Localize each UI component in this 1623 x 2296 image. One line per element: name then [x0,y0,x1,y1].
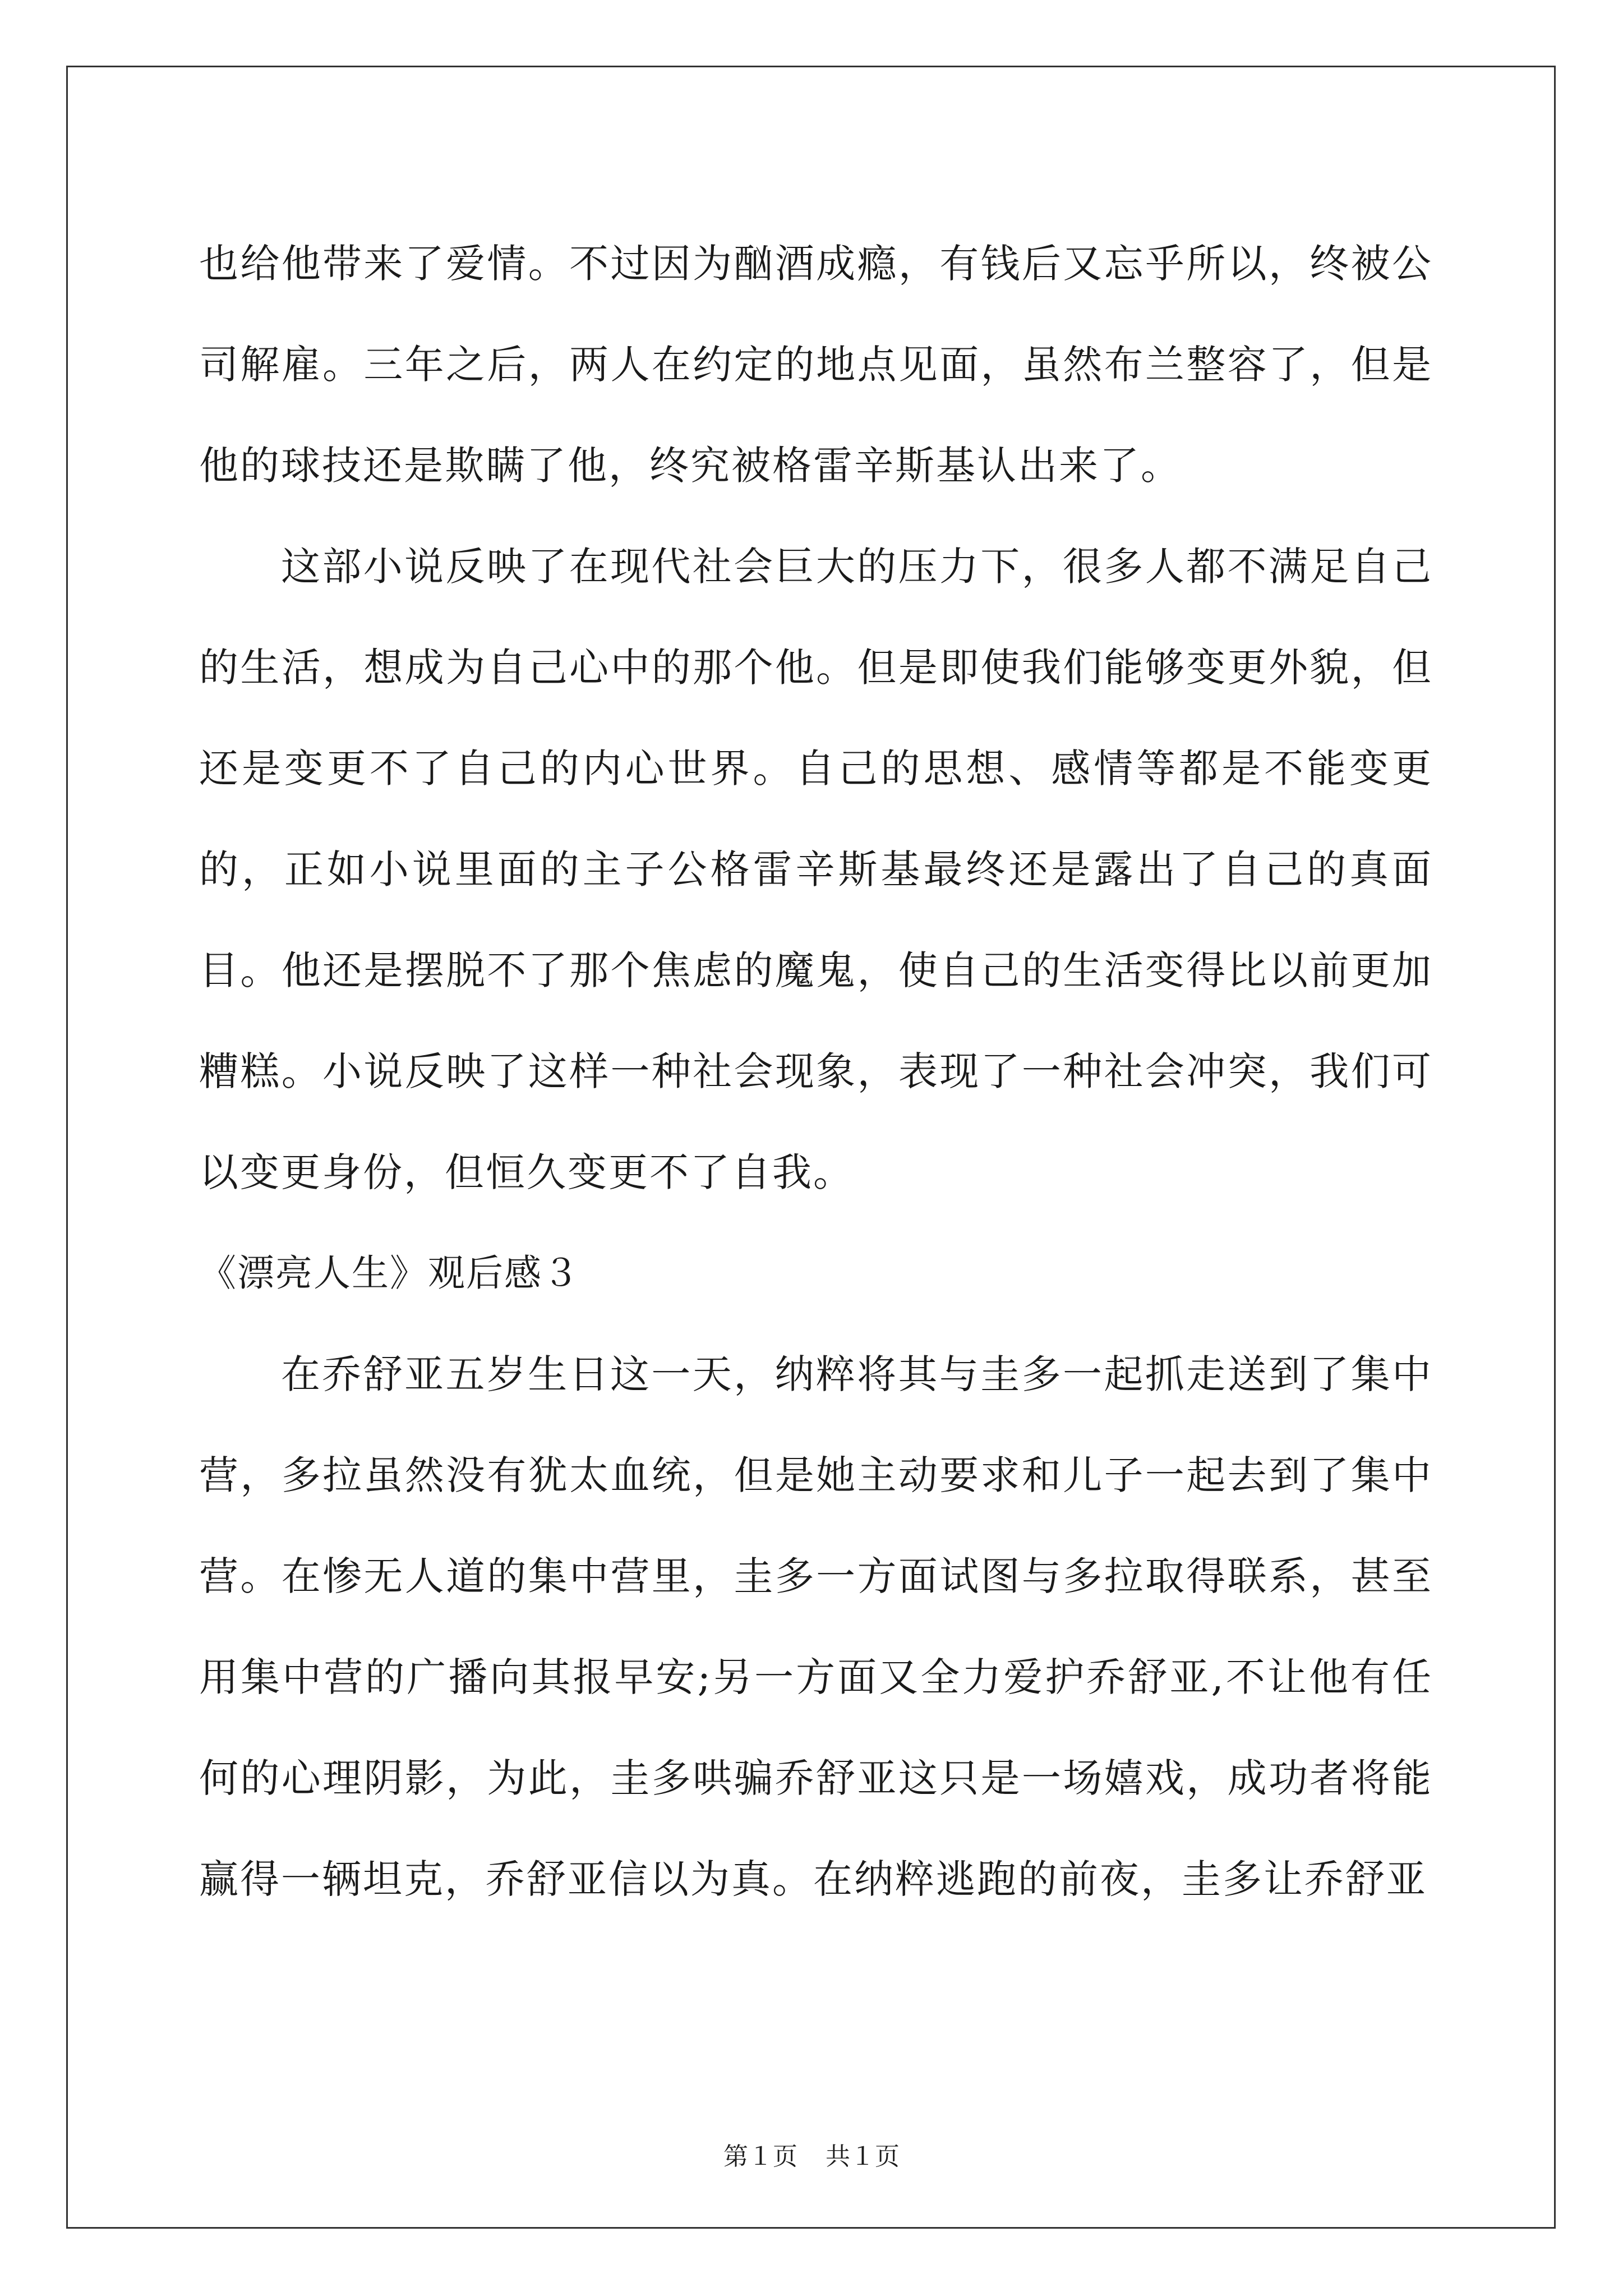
paragraph-1: 也给他带来了爱情。不过因为酗酒成瘾，有钱后又忘乎所以，终被公司解雇。三年之后，两人在约定的地点见面，虽然布兰整容了，但是他的球技还是欺瞒了他，终究被格雷辛斯基认出来了。 [199,241,1433,489]
document-body [199,213,1433,1930]
paragraph-3: 在乔舒亚五岁生日这一天，纳粹将其与圭多一起抓走送到了集中营，多拉虽然没有犹太血统，但是她主动要求和儿子一起去到了集中营。在惨无人道的集中营里，圭多一方面试图与多拉取得联系，甚至用集中营的广播向其报早安;另一方面又全力爱护乔舒亚,不让他有任何的心理阴影，为此，圭多哄骗乔舒亚这只是一场嬉戏，成功者将能赢得一辆坦克，乔舒亚信以为真。在纳粹逃跑的前夜，圭多让乔舒亚 [199,1351,1433,1902]
page-footer [0,2140,1623,2174]
page-total: 共１页 [826,2142,900,2171]
section-heading: 《漂亮人生》观后感３ [199,1251,580,1295]
page-number: 第１页 [723,2142,797,2171]
paragraph-2: 这部小说反映了在现代社会巨大的压力下，很多人都不满足自己的生活，想成为自己心中的那个他。但是即使我们能够变更外貌，但还是变更不了自己的内心世界。自己的思想、感情等都是不能变更的，正如小说里面的主子公格雷辛斯基最终还是露出了自己的真面目。他还是摆脱不了那个焦虑的魔鬼，使自己的生活变得比以前更加糟糕。小说反映了这样一种社会现象，表现了一种社会冲突，我们可以变更身份，但恒久变更不了自我。 [199,544,1433,1195]
